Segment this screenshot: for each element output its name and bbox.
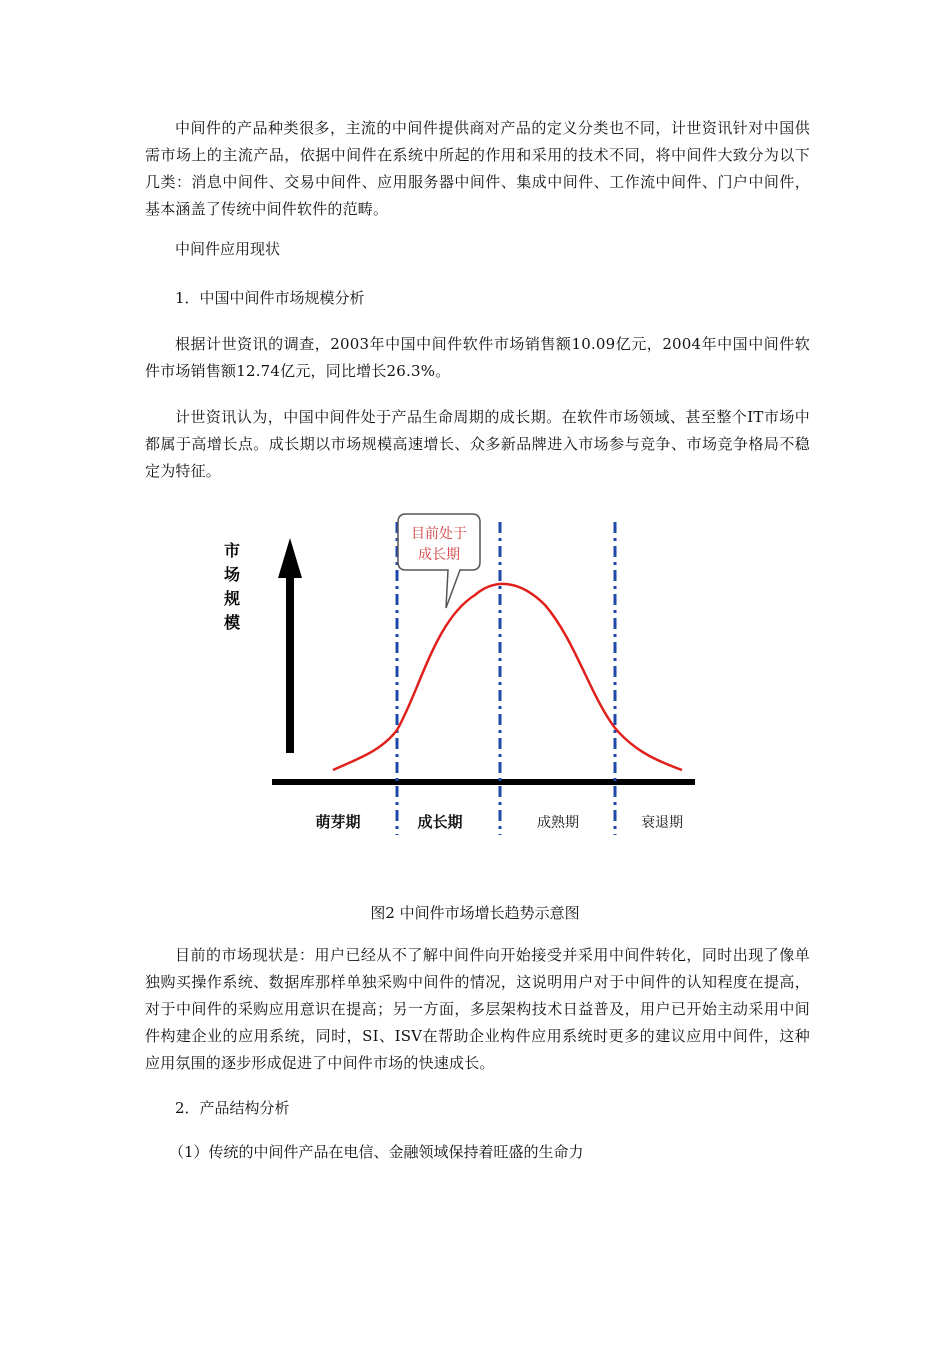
phase-label-4: 衰退期 xyxy=(641,815,683,831)
growth-stage-paragraph: 计世资讯认为，中国中间件处于产品生命周期的成长期。在软件市场领域、甚至整个IT市场中都属于高增长点。成长期以市场规模高速增长、众多新品牌进入市场参与竞争、市场竞争格局不稳定为特征。 xyxy=(145,408,810,480)
callout-text-line-1: 目前处于 xyxy=(411,526,467,542)
y-axis-label-char-3: 规 xyxy=(223,589,241,608)
y-axis-arrowhead xyxy=(278,538,302,578)
market-growth-chart xyxy=(220,500,700,845)
section-heading-status: 中间件应用现状 xyxy=(175,240,281,258)
subsection-heading-product-structure: 2．产品结构分析 xyxy=(175,1099,290,1117)
market-size-paragraph: 根据计世资讯的调查，2003年中国中间件软件市场销售额10.09亿元，2004年中国中间件软件市场销售额12.74亿元，同比增长26.3%。 xyxy=(145,335,810,380)
y-axis-label xyxy=(223,541,241,632)
phase-label-3: 成熟期 xyxy=(537,815,579,831)
y-axis-label-char-4: 模 xyxy=(223,613,241,632)
phase-label-1: 萌芽期 xyxy=(315,813,361,831)
intro-paragraph: 中间件的产品种类很多，主流的中间件提供商对产品的定义分类也不同，计世资讯针对中国供需市场上的主流产品，依据中间件在系统中所起的作用和采用的技术不同，将中间件大致分为以下几类：消息中间件、交易中间件、应用服务器中间件、集成中间件、工作流中间件、门户中间件，基本涵盖了传统中间件软件的范畴。 xyxy=(145,119,810,218)
figure-caption: 图2 中间件市场增长趋势示意图 xyxy=(370,904,580,922)
subsection-heading-market-size: 1．中国中间件市场规模分析 xyxy=(175,289,365,307)
current-status-paragraph: 目前的市场现状是：用户已经从不了解中间件向开始接受并采用中间件转化，同时出现了像单独购买操作系统、数据库那样单独采购中间件的情况，这说明用户对于中间件的认知程度在提高，对于中间件的采购应用意识在提高；另一方面，多层架构技术日益普及，用户已开始主动采用中间件构建企业的应用系统，同时，SI、ISV在帮助企业构件应用系统时更多的建议应用中间件，这种应用氛围的逐步形成促进了中间件市场的快速成长。 xyxy=(145,946,810,1072)
y-axis-label-char-2: 场 xyxy=(223,565,241,584)
subsection-heading-traditional-middleware: （1）传统的中间件产品在电信、金融领域保持着旺盛的生命力 xyxy=(169,1143,584,1161)
lifecycle-curve xyxy=(333,584,682,770)
phase-label-2: 成长期 xyxy=(417,813,463,831)
callout-text-line-2: 成长期 xyxy=(418,547,460,563)
y-axis-label-char-1: 市 xyxy=(223,541,241,560)
callout-bubble xyxy=(398,514,480,608)
